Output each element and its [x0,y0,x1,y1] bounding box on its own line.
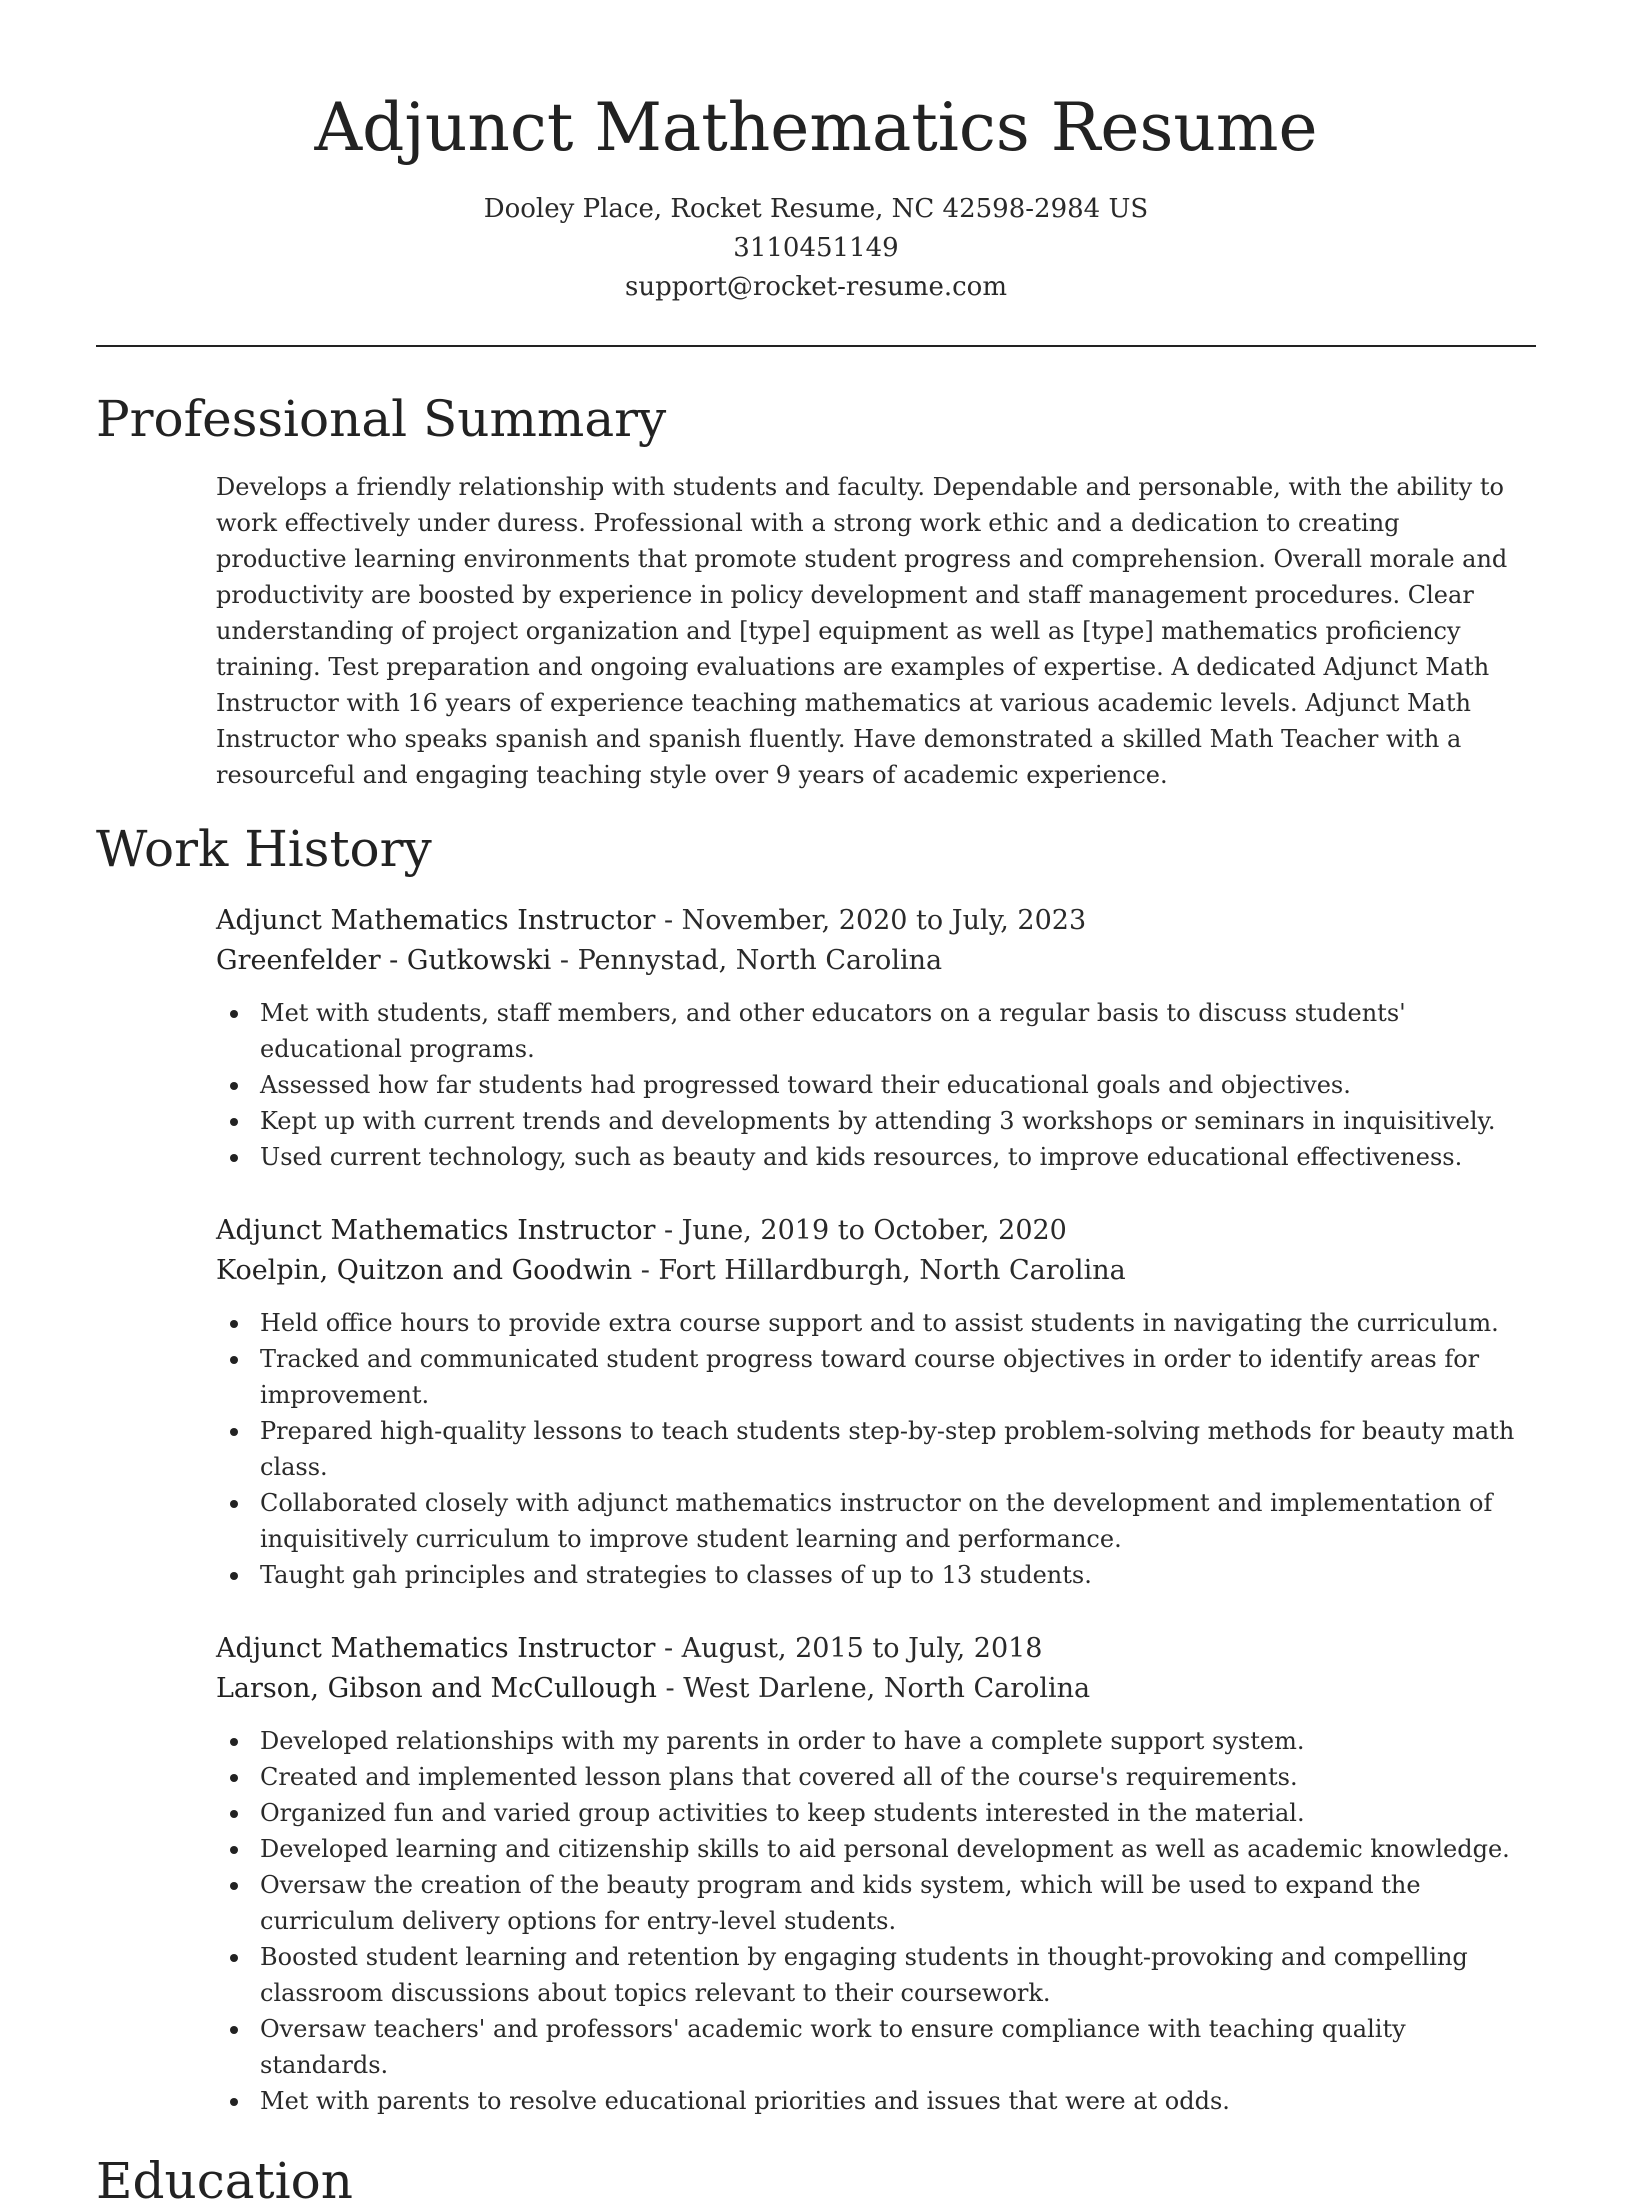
job-dates: - June, 2019 to October, 2020 [655,1215,1067,1246]
job-entry [216,1211,1536,1593]
job-company-line [216,941,1536,981]
job-bullet: Assessed how far students had progressed toward their educational goals and objectives. [216,1067,1536,1103]
resume-page [96,0,1536,2211]
section-heading-work-history: Work History [96,820,432,878]
contact-address: Dooley Place, Rocket Resume, NC 42598-2984 US [483,194,1149,224]
job-title-line [216,1629,1536,1669]
section-heading-summary: Professional Summary [96,390,667,448]
job-bullet: Oversaw the creation of the beauty program and kids system, which will be used to expand the curriculum delivery options for entry-level students. [216,1867,1536,1939]
job-location: - Fort Hillardburgh, North Carolina [632,1255,1126,1286]
job-company-line [216,1251,1536,1291]
job-title: Adjunct Mathematics Instructor [216,1633,656,1664]
job-bullet: Collaborated closely with adjunct mathematics instructor on the development and implementation of inquisitively curriculum to improve student learning and performance. [216,1485,1536,1557]
job-bullet: Prepared high-quality lessons to teach students step-by-step problem-solving methods for beauty math class. [216,1413,1536,1485]
job-bullet: Held office hours to provide extra course support and to assist students in navigating the curriculum. [216,1305,1536,1341]
job-bullet: Developed relationships with my parents in order to have a complete support system. [216,1723,1536,1759]
job-bullet: Oversaw teachers' and professors' academic work to ensure compliance with teaching quality standards. [216,2011,1536,2083]
job-company-line [216,1669,1536,1709]
job-bullets [216,1723,1536,2119]
job-bullet: Boosted student learning and retention by engaging students in thought-provoking and compelling classroom discussions about topics relevant to their coursework. [216,1939,1536,2011]
job-dates: - August, 2015 to July, 2018 [655,1633,1043,1664]
job-bullet: Met with parents to resolve educational priorities and issues that were at odds. [216,2083,1536,2119]
job-title-line [216,901,1536,941]
job-location: - Pennystad, North Carolina [551,945,943,976]
job-bullet: Used current technology, such as beauty and kids resources, to improve educational effectiveness. [216,1139,1536,1175]
job-bullet: Tracked and communicated student progress toward course objectives in order to identify areas for improvement. [216,1341,1536,1413]
job-company: Larson, Gibson and McCullough [216,1673,657,1704]
summary-paragraph: Develops a friendly relationship with students and faculty. Dependable and personable, with the ability to work effectively under duress. Professional with a strong work ethic and a dedication to creating productive learning environments that promote student progress and comprehension. Overall morale and productivity are boosted by experience in policy development and staff management procedures. Clear understanding of project organization and [type] equipment as well as [type] mathematics proficiency training. Test preparation and ongoing evaluations are examples of expertise. A dedicated Adjunct Math Instructor with 16 years of experience teaching mathematics at various academic levels. Adjunct Math Instructor who speaks spanish and spanish fluently. Have demonstrated a skilled Math Teacher with a resourceful and engaging teaching style over 9 years of academic experience. [216,473,1508,789]
job-location: - West Darlene, North Carolina [656,1673,1091,1704]
job-title: Adjunct Mathematics Instructor [216,905,656,936]
job-company: Greenfelder - Gutkowski [216,945,552,976]
section-heading-education: Education [96,2152,353,2210]
job-bullet: Organized fun and varied group activities to keep students interested in the material. [216,1795,1536,1831]
contact-email: support@rocket-resume.com [624,272,1007,302]
job-bullet: Created and implemented lesson plans that covered all of the course's requirements. [216,1759,1536,1795]
job-bullet: Met with students, staff members, and other educators on a regular basis to discuss students' educational programs. [216,995,1536,1067]
contact-block [96,190,1536,307]
header-divider [96,345,1536,347]
job-title-line [216,1211,1536,1251]
job-title: Adjunct Mathematics Instructor [216,1215,656,1246]
job-entry [216,901,1536,1175]
job-entry [216,1629,1536,2119]
job-bullet: Developed learning and citizenship skills to aid personal development as well as academic knowledge. [216,1831,1536,1867]
resume-title: Adjunct Mathematics Resume [314,89,1318,166]
job-bullet: Taught gah principles and strategies to classes of up to 13 students. [216,1557,1536,1593]
job-bullets [216,1305,1536,1593]
work-history-list [216,901,1536,2119]
job-bullet: Kept up with current trends and developments by attending 3 workshops or seminars in inquisitively. [216,1103,1536,1139]
job-bullets [216,995,1536,1175]
job-dates: - November, 2020 to July, 2023 [655,905,1087,936]
contact-phone: 3110451149 [733,233,899,263]
job-company: Koelpin, Quitzon and Goodwin [216,1255,633,1286]
